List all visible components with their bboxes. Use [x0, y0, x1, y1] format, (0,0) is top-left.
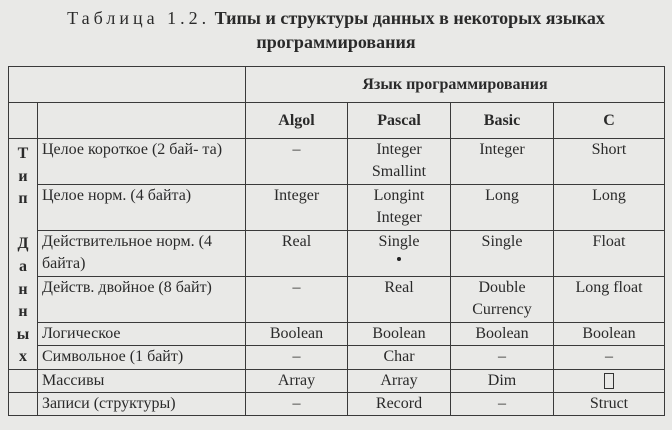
side-letter — [9, 211, 37, 234]
row-name: Целое короткое (2 бай- та) — [38, 139, 246, 185]
cell-basic: – — [451, 392, 554, 415]
cell-c — [554, 369, 665, 392]
side-empty-cell — [9, 392, 38, 415]
row-name: Логическое — [38, 322, 246, 346]
cell-pascal: Array — [348, 369, 451, 392]
ink-dot — [397, 257, 401, 261]
cell-pascal — [348, 230, 451, 276]
side-letter: а — [19, 257, 27, 275]
row-name: Действительное норм. (4 байта) — [38, 230, 246, 276]
language-group-header: Язык программирования — [246, 67, 665, 103]
cell-c: Struct — [554, 392, 665, 415]
side-letter: ы — [16, 325, 30, 343]
cell-basic: Boolean — [451, 322, 554, 346]
side-letter: Т — [17, 145, 29, 162]
side-empty-cell — [9, 369, 38, 392]
cell-pascal: Char — [348, 346, 451, 370]
missing-glyph-box — [604, 373, 614, 389]
cell-algol: Boolean — [246, 322, 348, 346]
side-letter: Д — [17, 235, 29, 253]
col-header-pascal: Pascal — [348, 103, 451, 139]
cell-basic: Single — [451, 230, 554, 276]
side-letter: х — [19, 348, 27, 366]
cell-algol: – — [246, 392, 348, 415]
cell-pascal-text: Single — [378, 232, 420, 250]
cell-algol: – — [246, 346, 348, 370]
type-header-cell — [38, 103, 246, 139]
cell-basic: Double Currency — [451, 276, 554, 322]
side-label-types-data — [9, 139, 38, 370]
cell-pascal: Longint Integer — [348, 184, 451, 230]
cell-pascal: Record — [348, 392, 451, 415]
side-header-cell — [9, 103, 38, 139]
side-letter: и — [18, 167, 28, 185]
cell-basic: – — [451, 346, 554, 370]
cell-basic: Long — [451, 184, 554, 230]
data-types-table — [8, 66, 665, 416]
cell-algol: – — [246, 276, 348, 322]
cell-algol: Integer — [246, 184, 348, 230]
corner-cell — [9, 67, 246, 103]
cell-pascal: Boolean — [348, 322, 451, 346]
table-caption — [0, 6, 672, 54]
cell-c: Short — [554, 139, 665, 185]
cell-c: – — [554, 346, 665, 370]
caption-title: Типы и структуры данных в некоторых языках программирования — [214, 8, 605, 52]
col-header-basic: Basic — [451, 103, 554, 139]
cell-basic: Integer — [451, 139, 554, 185]
cell-c: Long float — [554, 276, 665, 322]
side-letter: н — [18, 303, 28, 321]
cell-algol: Array — [246, 369, 348, 392]
row-name: Действ. двойное (8 байт) — [38, 276, 246, 322]
col-header-algol: Algol — [246, 103, 348, 139]
cell-c: Boolean — [554, 322, 665, 346]
cell-c: Long — [554, 184, 665, 230]
cell-c: Float — [554, 230, 665, 276]
cell-algol: – — [246, 139, 348, 185]
cell-pascal: Integer Smallint — [348, 139, 451, 185]
row-name: Целое норм. (4 байта) — [38, 184, 246, 230]
col-header-c: C — [554, 103, 665, 139]
cell-pascal: Real — [348, 276, 451, 322]
cell-algol: Real — [246, 230, 348, 276]
cell-basic: Dim — [451, 369, 554, 392]
row-name: Записи (структуры) — [38, 392, 246, 415]
row-name: Массивы — [38, 369, 246, 392]
caption-label: Таблица 1.2. — [67, 8, 211, 28]
side-letter: н — [18, 280, 28, 298]
row-name: Символьное (1 байт) — [38, 346, 246, 370]
side-letter: п — [18, 190, 28, 208]
